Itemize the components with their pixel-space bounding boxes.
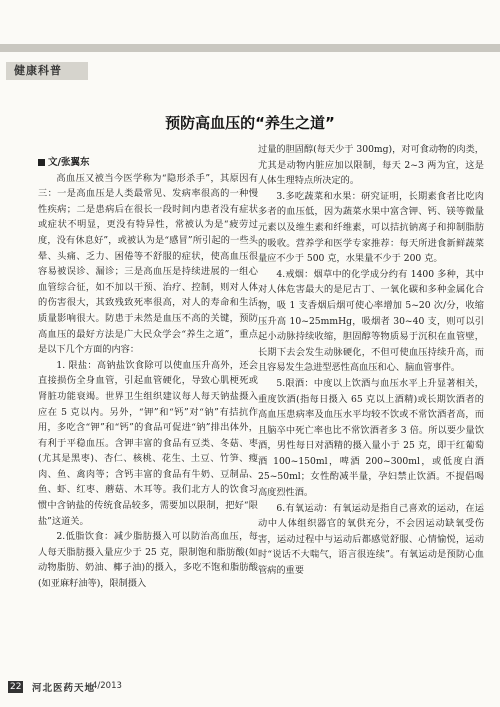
author-byline xyxy=(38,155,258,171)
header-band xyxy=(0,0,500,52)
paragraph: 1. 限盐：高钠盐饮食除可以使血压升高外，还会直接损伤全身血管，引起血管硬化，导致心肌梗死或肾脏功能衰竭。世界卫生组织建议每人每天钠盐摄入应在 5 克以内。另外，“钾”和“钙”对“钠”有拮抗作用，多吃含“钾”和“钙”的食品可促进“钠”排出体外，有利于平稳血压。含钾丰富的食品有豆类、冬菇、枣(尤其是黑枣)、杏仁、核桃、花生、土豆、竹笋、瘦肉、鱼、禽肉等；含钙丰富的食品有牛奶、豆制品、鱼、虾、红枣、蘑菇、木耳等。我们北方人的饮食习惯中含钠盐的传统食品较多，需要加以限制，把好“限盐”这道关。 xyxy=(38,359,258,527)
page-footer xyxy=(0,676,500,696)
author-name: 文/张翼东 xyxy=(48,157,90,168)
paragraph: 3.多吃蔬菜和水果：研究证明，长期素食者比吃肉多者的血压低，因为蔬菜水果中富含钾、钙、镁等微量元素以及维生素和纤维素，可以拮抗钠离子和抑制脂肪的吸收。营养学和医学专家推荐：每天所进食新鲜蔬菜量应不少于 500 克，水果量不少于 200 克。 xyxy=(258,190,484,265)
right-column xyxy=(258,142,484,579)
paragraph: 4.戒烟：烟草中的化学成分约有 1400 多种，其中对人体危害最大的是尼古丁、一氧化碳和多种金属化合物，吸 1 支香烟后烟可使心率增加 5~20 次/分，收缩压升高 10~25mmHg，吸烟者 30~40 支，则可以引起小动脉持续收缩，胆固醇等物质易于沉积在血管壁，长期下去会发生动脉硬化，不但可使血压持续升高，而且容易发生急进型恶性高血压和心、脑血管事件。 xyxy=(258,268,484,374)
column-tag: 健康科普 xyxy=(6,62,88,80)
left-column xyxy=(38,155,258,592)
paragraph: 6.有氧运动：有氧运动是指自己喜欢的运动，在运动中人体组织器官的氧供充分，不会因运动缺氧受伤害，运动过程中与运动后都感觉舒服、心情愉悦，运动时“说话不大喘气，语言很连续”。有氧运动是预防心血管病的重要 xyxy=(258,502,484,577)
square-bullet-icon xyxy=(38,159,45,166)
journal-name: 河北医药天地 xyxy=(32,683,96,694)
article-title: 预防高血压的“养生之道” xyxy=(165,114,335,132)
header-bar xyxy=(0,44,500,52)
paragraph: 高血压又被当今医学称为“隐形杀手”，其原因有三：一是高血压是人类最常见、发病率很高的一种慢性疾病；二是患病后在很长一段时间内患者没有症状或症状不明显，更没有特异性，常被认为是“疲劳过度，没有休息好”，或被认为是“感冒”所引起的一些头晕、头痛、乏力、困倦等不舒服的症状，使高血压很容易被误诊、漏诊；三是高血压是持续进展的一组心血管综合征，如不加以干预、治疗、控制，则对人体的伤害很大，其致残致死率很高，对人的寿命和生活质量影响很大。防患于未然是血压不高的关键，预防高血压的最好方法是广大民众学会“养生之道”，重点是以下几个方面的内容： xyxy=(38,172,258,356)
page-number: 22 xyxy=(10,682,22,692)
issue-number: 4/2013 xyxy=(92,681,122,691)
paragraph: 5.限酒：中度以上饮酒与血压水平上升显著相关，重度饮酒(指每日摄入 65 克以上酒精)或长期饮酒者的高血压患病率及血压水平均较不饮或不常饮酒者高，而且脑卒中死亡率也比不常饮酒者多 3 倍。所以要少量饮酒，男性每日对酒精的摄入量小于 25 克，即干红葡萄酒 100~150ml，啤酒 200~300ml，或低度白酒 25~50ml；女性酌减半量，孕妇禁止饮酒。不提倡喝高度烈性酒。 xyxy=(258,377,484,499)
paragraph: 过量的胆固醇(每天少于 300mg)，对可食动物的肉类，尤其是动物内脏应加以限制，每天 2~3 两为宜，这是人体生理特点所决定的。 xyxy=(258,144,484,187)
paragraph: 2.低脂饮食：减少脂肪摄入可以防治高血压，每人每天脂肪摄入量应少于 25 克，限制饱和脂肪酸(如动物脂肪、奶油、椰子油)的摄入，多吃不饱和脂肪酸(如亚麻籽油等)，限制摄入 xyxy=(38,531,258,590)
